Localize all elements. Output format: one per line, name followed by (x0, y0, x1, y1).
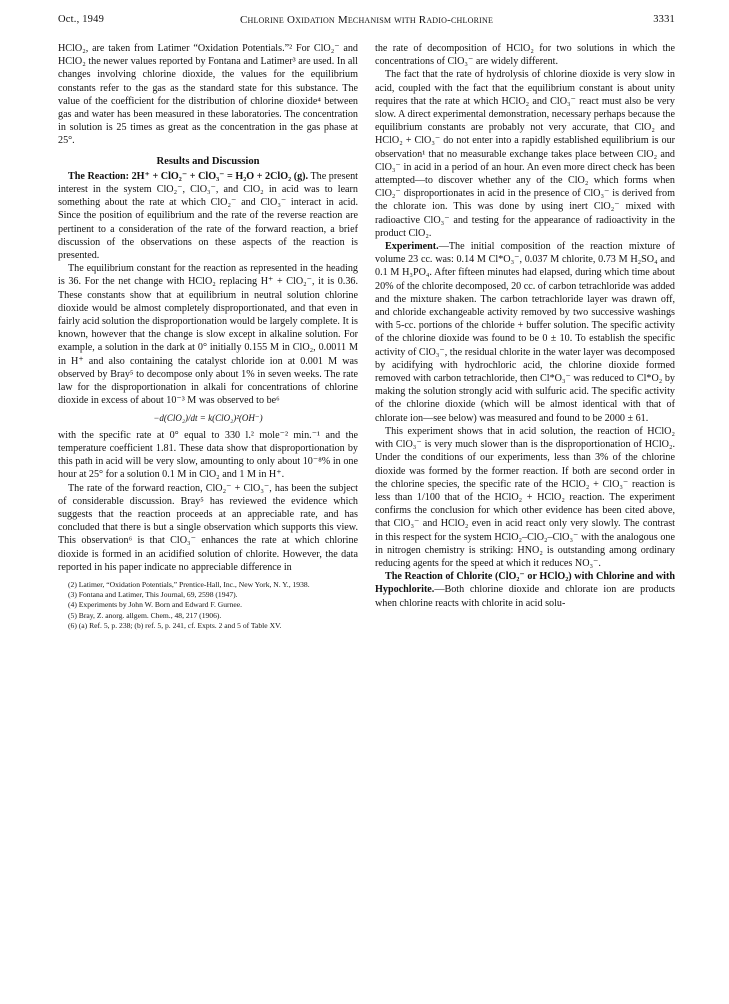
right-column (375, 42, 675, 610)
header-title: Chlorine Oxidation Mechanism with Radio-chlorine (239, 14, 494, 26)
footnote: (6) (a) Ref. 5, p. 238; (b) ref. 5, p. 241, cf. Expts. 2 and 5 of Table XV. (68, 620, 282, 630)
paragraph-text: —Both chlorine dioxide and chlorate ion are products when chlorine reacts with chlorite in acid solu- (375, 584, 675, 609)
left-column (58, 42, 358, 631)
paragraph: The fact that the rate of hydrolysis of chlorine dioxide is very slow in acid, coupled with the fact that the equilibrium constant is about unity requires that the rate at which HClO₂ and ClO₃⁻ react must also be very slow. A direct experimental demonstration, necessary perhaps because the equilibrium constants are probably not very accurate, that ClO₂ and HClO₂ + ClO₃⁻ do not enter into a rapidly established equilibrium is our observation¹ that no measurable exchange takes place between ClO₂ and ClO₃⁻ in acid in a period of an hour. An even more direct check has been attempted—to discover whether any of the ClO₂ which forms when ClO₂⁻ disproportionates in acid in the presence of ClO₃⁻ is derived from the chlorate ion. This was done by using inert ClO₂⁻ mixed with radioactive ClO₃⁻ and testing for the appearance of radioactivity in the product ClO₂. (375, 69, 675, 239)
paragraph: The rate of the forward reaction, ClO₂⁻ + ClO₃⁻, has been the subject of considerable discussion. Bray⁵ has reviewed the evidence which suggests that the reaction proceeds at an appreciable rate, and has concluded that there is but a single observation which supports this view. This observation⁶ is that ClO₃⁻ enhances the rate at which chlorine dioxide is formed in an acidified solution of chlorite. However, the data reported in his paper indicate no appreciable difference in (58, 482, 358, 573)
paragraph: with the specific rate at 0° equal to 330 l.² mole⁻² min.⁻¹ and the temperature coefficient 1.81. These data show that disproportionation by this path in acid will be very slow, amounting to only about 10⁻⁸% in one hour at 25° for a solution 0.1 M in ClO₂ and 1 M in H⁺. (58, 429, 358, 481)
header-date: Oct., 1949 (58, 14, 105, 25)
paragraph: The equilibrium constant for the reaction as represented in the heading is 36. For the net change with HClO₂ replacing H⁺ + ClO₂⁻, it is 0.36. These constants show that at equilibrium in neutral solution chlorine dioxide would be almost completely disproportionated, and that even in fairly acid solution the disproportionation would be largely complete. It is known, however that the change is slow except in alkaline solution. For example, a solution in the dark at 0° initially 0.155 M in ClO₂, 0.0011 M in H⁺ and also containing the catalyst chloride ion at 0.001 M was observed by Bray⁵ to decompose only about 1% in seven weeks. The rate law for the disproportionation in alkali for concentrations of chlorine dioxide in excess of about 10⁻³ M was observed to be⁶ (58, 263, 358, 407)
page-number: 3331 (653, 14, 675, 25)
paragraph-text: —The initial composition of the reaction mixture of volume 23 cc. was: 0.14 M Cl*O₃⁻, 0.037 M chlorite, 0.73 M H₂SO₄ and 0.1 M H₃PO₄. After fifteen minutes had elapsed, during which time about 20% of the chlorite decomposed, 20 cc. of carbon tetrachloride was added and the mixture shaken. The carbon tetrachloride layer was drawn off, and chloride exchangeable activity removed by two successive washings with 5-cc. portions of the chloride + buffer solution. The specific activity of the chlorine dioxide was found to be 0 ± 10. To establish the specific activity of ClO₃⁻, the residual chlorite in the water layer was decomposed by acidifying with hydrochloric acid, the chlorine dioxide formed removed with carbon tetrachloride, then Cl*O₃⁻ was reduced to Cl*O₂ by making the solution strongly acid with sulfuric acid. The specific activity of the chlorine dioxide (which will be almost identical with that of chlorate ion—see below) was measured and found to be 2000 ± 61. (375, 241, 675, 424)
paragraph: HClO₂, are taken from Latimer “Oxidation Potentials.”² For ClO₂⁻ and HClO₂ the newer values reported by Fontana and Latimer³ are used. In all changes involving chlorine dioxide, the values for the equilibrium constants refer to the gas as the standard state for this substance. The value of the coefficient for the distribution of chlorine dioxide⁴ between gas and water has been measured in these laboratories. The concentration in solution is 25 times as great as the concentration in the gas phase at 25°. (58, 43, 358, 147)
running-header (58, 14, 675, 30)
paragraph (375, 570, 675, 610)
paragraph: the rate of decomposition of HClO₂ for two solutions in which the concentrations of ClO₃⁻ are widely different. (375, 43, 675, 68)
footnote: (5) Bray, Z. anorg. allgem. Chem., 48, 217 (1906). (68, 610, 222, 620)
run-in-heading: Experiment. (385, 241, 439, 253)
footnote: (2) Latimer, “Oxidation Potentials,” Prentice-Hall, Inc., New York, N. Y., 1938. (68, 579, 310, 589)
footnote: (3) Fontana and Latimer, This Journal, 69, 2598 (1947). (68, 590, 238, 600)
footnotes (58, 580, 358, 631)
run-in-heading: The Reaction of Chlorite (ClO₂⁻ or HClO₂) with Chlorine and with Hypochlorite. (375, 571, 675, 596)
run-in-heading: The Reaction: 2H⁺ + ClO₂⁻ + ClO₃⁻ = H₂O + 2ClO₂ (g). (68, 170, 309, 182)
section-heading: Results and Discussion (156, 155, 260, 167)
paragraph (58, 170, 358, 262)
rate-equation: −d(ClO₂)/dt = k(ClO₂)²(OH⁻) (153, 413, 263, 424)
paragraph-text: The present interest in the system ClO₂⁻, ClO₃⁻, and ClO₂ in acid was to learn something about the rate at which ClO₂⁻ and ClO₃⁻ interact in acid. Since the position of equilibrium and the rate of the reverse reaction are pertinent to a consideration of the rate of the forward reaction, a brief discussion of the observations on these aspects of the reaction is presented. (58, 170, 358, 262)
paragraph: This experiment shows that in acid solution, the reaction of HClO₂ with ClO₃⁻ is very much slower than is the disproportionation of HClO₂. Under the conditions of our experiments, less than 3% of the chlorine dioxide was formed by the former reaction. If both are second order in the chlorine species, the specific rate of the HClO₂ + ClO₃⁻ reaction is less than 1/100 that of the HClO₂ + HClO₂ reaction. The experiment confirms the conclusion for which other evidence has been cited above, that ClO₃⁻ and HClO₂ even in acid react only very slowly. The contrast in this respect for the system HClO₂–ClO₂–ClO₃⁻ with the analogous one in nitrogen chemistry is striking: HNO₂ is outstanding among ordinary reducing agents for the speed at which it reduces NO₃⁻. (375, 425, 675, 569)
paragraph (375, 240, 675, 425)
footnote: (4) Experiments by John W. Born and Edward F. Gurnee. (68, 600, 243, 610)
